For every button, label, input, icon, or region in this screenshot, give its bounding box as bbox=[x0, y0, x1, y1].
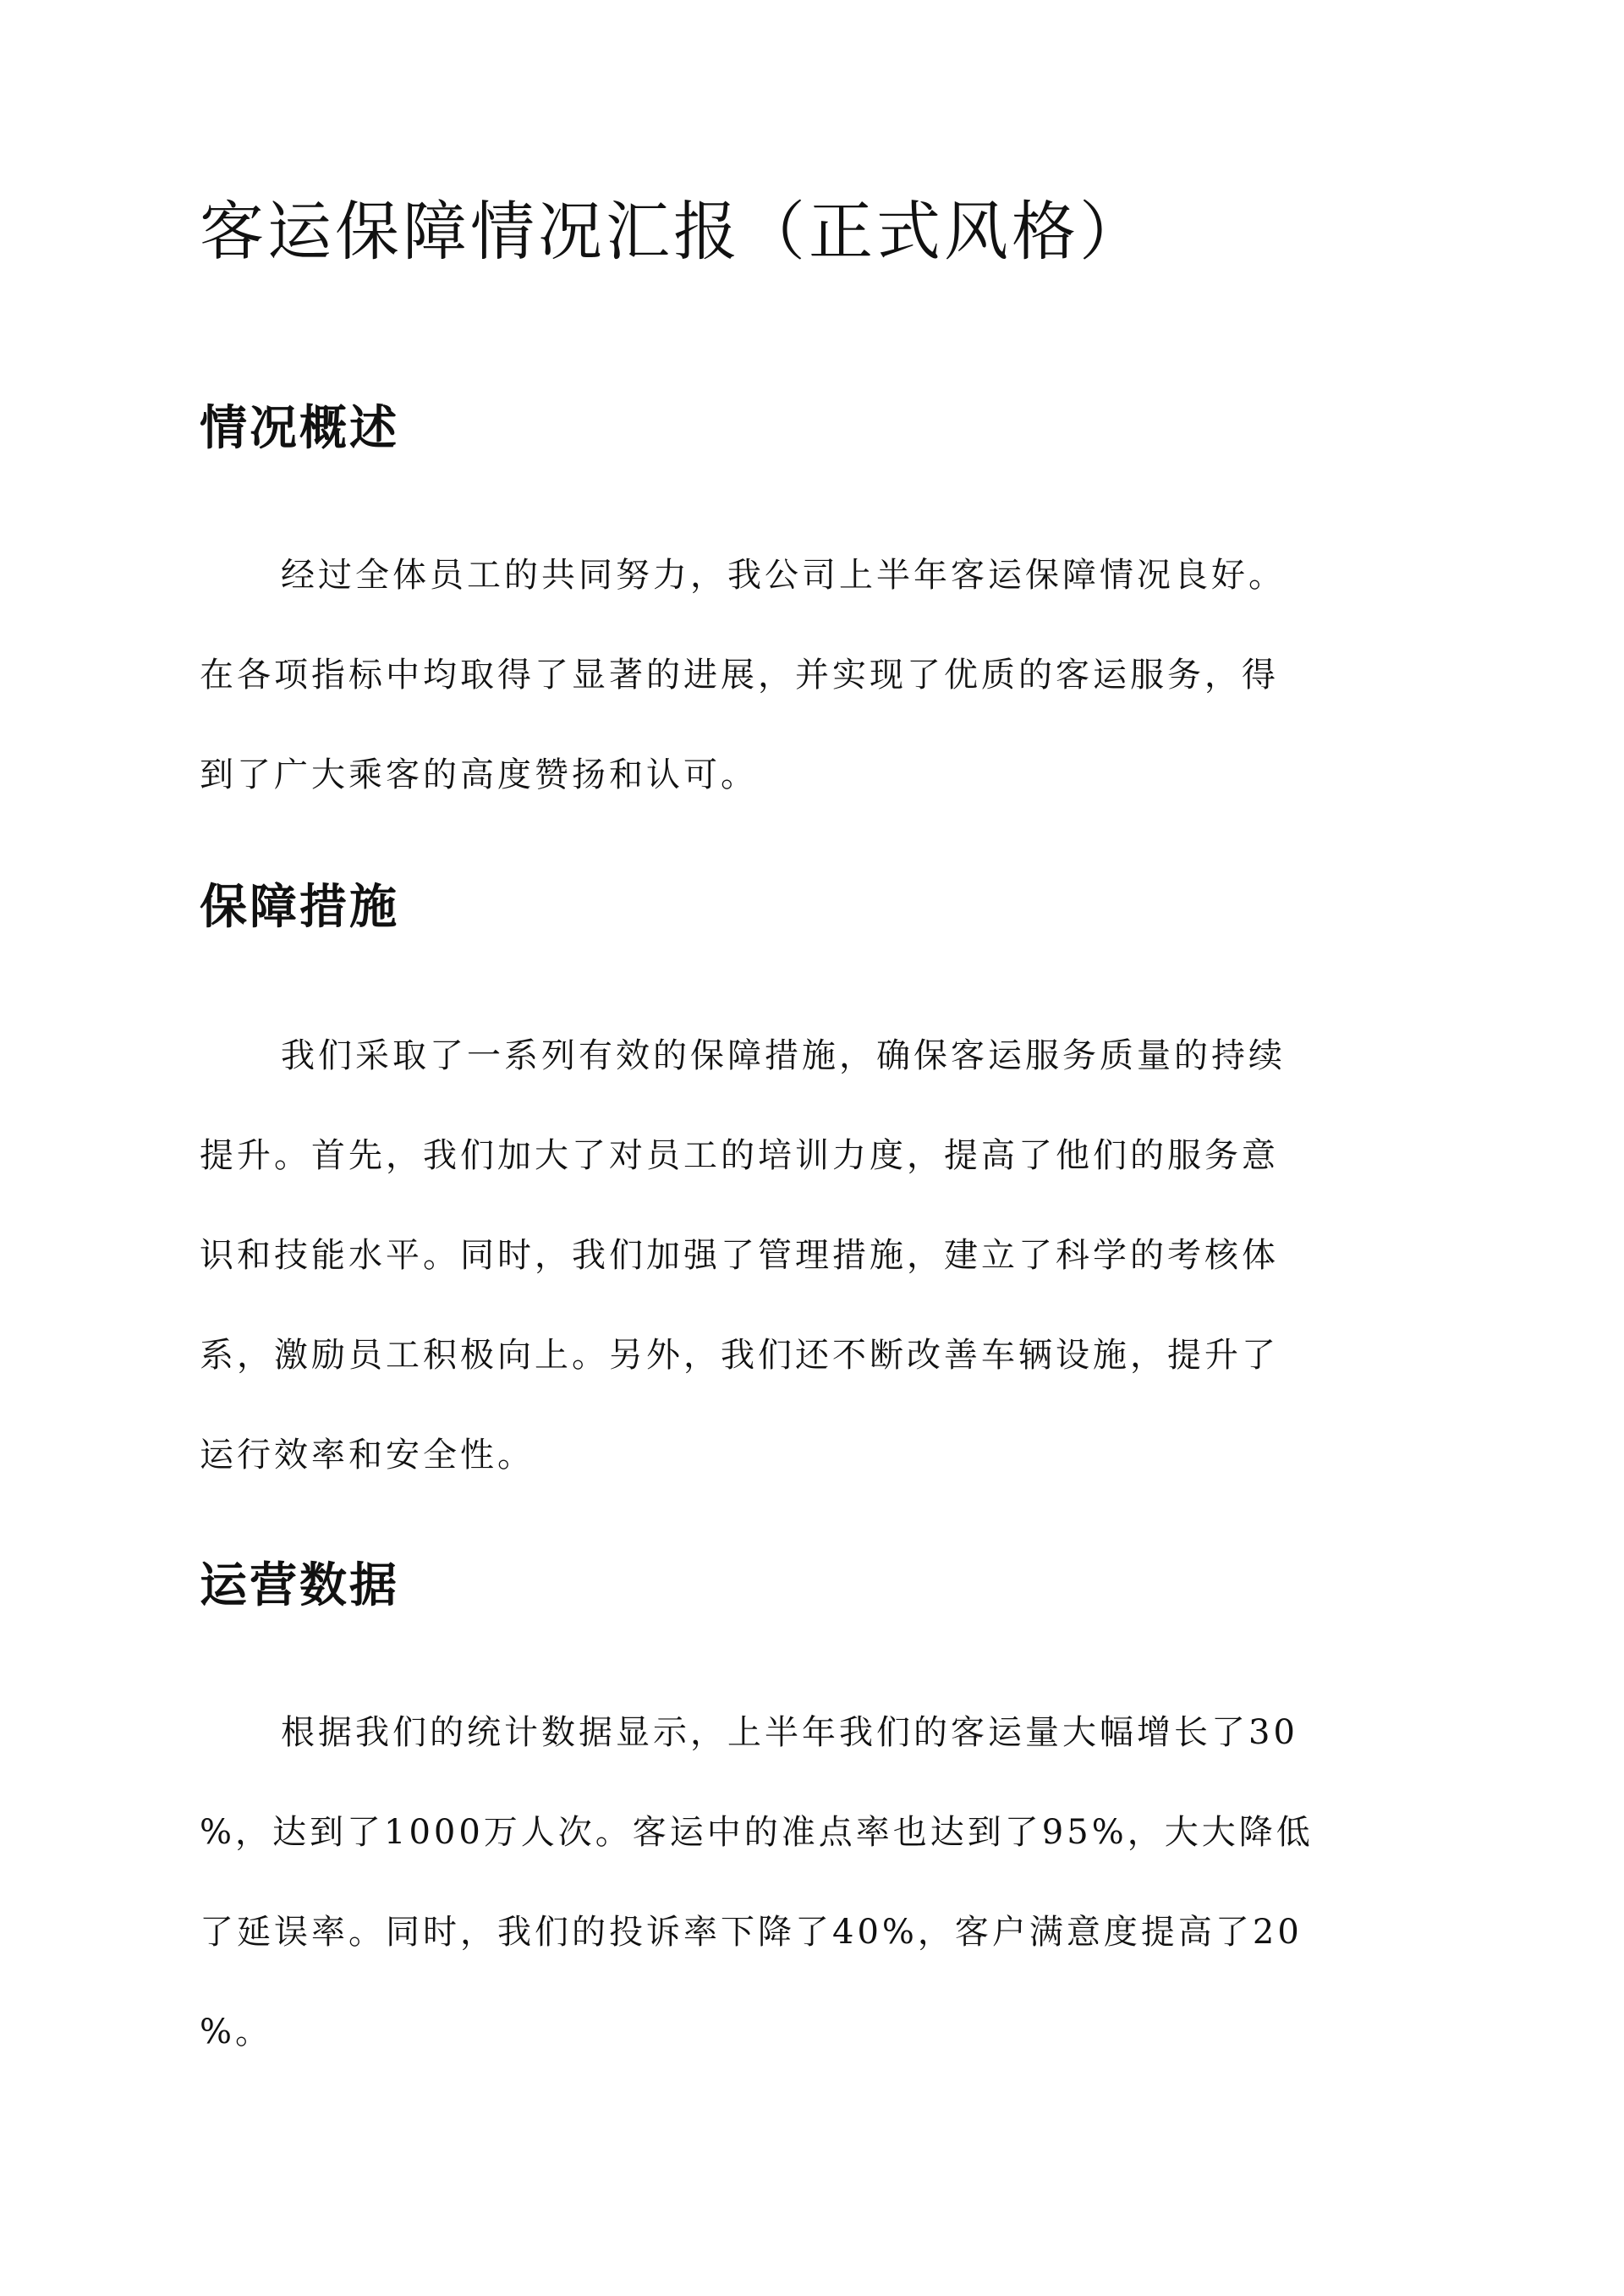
paragraph-line: 提升。首先，我们加大了对员工的培训力度，提高了他们的服务意 bbox=[200, 1136, 1279, 1175]
paragraph-line: 在各项指标中均取得了显著的进展，并实现了优质的客运服务，得 bbox=[200, 656, 1279, 695]
section-heading-measures: 保障措施 bbox=[200, 879, 399, 935]
section-heading-operations-data: 运营数据 bbox=[200, 1557, 399, 1613]
paragraph-line: %，达到了1000万人次。客运中的准点率也达到了95%，大大降低 bbox=[200, 1813, 1314, 1852]
paragraph-line: 我们采取了一系列有效的保障措施，确保客运服务质量的持续 bbox=[281, 1036, 1286, 1075]
document-title: 客运保障情况汇报（正式风格） bbox=[200, 194, 1147, 269]
paragraph-line: 了延误率。同时，我们的投诉率下降了40%，客户满意度提高了20 bbox=[200, 1913, 1303, 1952]
section-heading-overview: 情况概述 bbox=[200, 400, 399, 456]
paragraph-line: 到了广大乘客的高度赞扬和认可。 bbox=[200, 755, 758, 794]
section-body-measures bbox=[200, 1036, 1426, 1538]
paragraph-line: 运行效率和安全性。 bbox=[200, 1436, 535, 1475]
section-body-operations-data bbox=[200, 1713, 1426, 2115]
paragraph-line: 识和技能水平。同时，我们加强了管理措施，建立了科学的考核体 bbox=[200, 1236, 1279, 1275]
paragraph-line: 经过全体员工的共同努力，我公司上半年客运保障情况良好。 bbox=[281, 556, 1286, 595]
section-body-overview bbox=[200, 558, 1426, 858]
paragraph-line: 系，激励员工积极向上。另外，我们还不断改善车辆设施，提升了 bbox=[200, 1336, 1279, 1375]
paragraph-line: %。 bbox=[200, 2013, 273, 2052]
paragraph-line: 根据我们的统计数据显示，上半年我们的客运量大幅增长了30 bbox=[281, 1713, 1298, 1752]
